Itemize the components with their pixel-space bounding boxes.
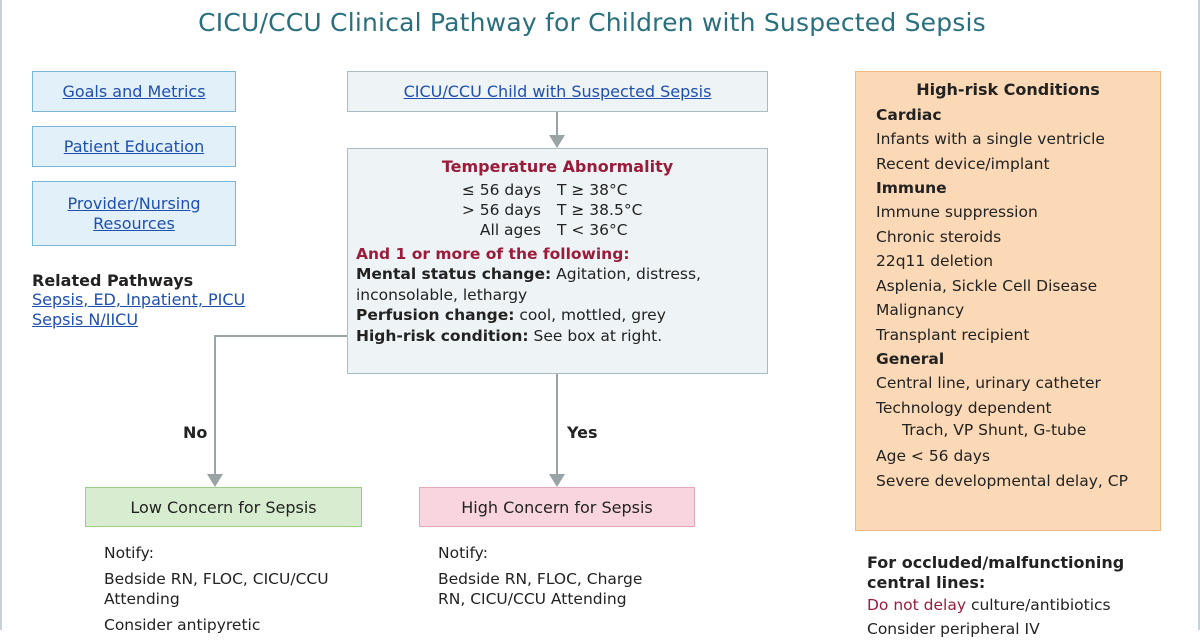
low-notify-line3: Consider antipyretic [104, 615, 261, 634]
and-one-or-more-title: And 1 or more of the following: [356, 245, 630, 263]
condition-item: Technology dependent [876, 398, 1052, 417]
patient-education-box[interactable] [32, 126, 236, 167]
high-risk-criterion [356, 326, 759, 347]
condition-item: Immune suppression [876, 203, 1038, 221]
do-not-delay-text: Do not delay [867, 596, 967, 614]
high-risk-title: High-risk Conditions [916, 80, 1100, 99]
perfusion-label: Perfusion change: [356, 306, 515, 324]
low-notify-line1: Bedside RN, FLOC, CICU/CCU [104, 569, 329, 588]
goals-metrics-box[interactable] [32, 71, 236, 112]
temp-age: > 56 days [461, 201, 541, 219]
condition-item: Central line, urinary catheter [876, 374, 1101, 392]
arrowhead-criteria [549, 135, 565, 148]
temp-row [356, 200, 759, 220]
criteria-box [347, 148, 768, 374]
section-immune: Immune [876, 179, 947, 197]
condition-item: Malignancy [876, 301, 965, 319]
condition-item: Transplant recipient [876, 325, 1030, 344]
temp-age: ≤ 56 days [461, 181, 541, 199]
high-risk-label: High-risk condition: [356, 326, 529, 345]
mental-status-criterion [356, 264, 759, 285]
branch-no-label: No [183, 423, 208, 442]
connector-no-vertical [214, 335, 216, 475]
section-general: General [876, 350, 945, 368]
arrowhead-high [549, 474, 565, 487]
condition-subitem: Trach, VP Shunt, G-tube [902, 421, 1087, 439]
mental-status-label: Mental status change: [356, 265, 552, 283]
high-risk-conditions-box [855, 71, 1161, 531]
page-title: CICU/CCU Clinical Pathway for Children with Suspected Sepsis [198, 8, 986, 37]
high-risk-text: See box at right. [528, 326, 663, 345]
temp-row [356, 180, 759, 200]
arrowhead-low [207, 474, 223, 487]
mental-status-text: Agitation, distress, [551, 265, 701, 283]
goals-metrics-link[interactable]: Goals and Metrics [62, 81, 206, 101]
temp-row [356, 220, 759, 240]
condition-item: 22q11 deletion [876, 252, 994, 270]
section-cardiac: Cardiac [876, 106, 942, 124]
provider-nursing-line1: Provider/Nursing [67, 193, 201, 213]
occluded-heading-line2: central lines: [867, 573, 986, 592]
high-notify-heading: Notify: [438, 544, 488, 562]
condition-item: Chronic steroids [876, 227, 1002, 246]
condition-item: Severe developmental delay, CP [876, 471, 1128, 490]
high-concern-box [419, 487, 695, 527]
mental-status-text-cont: inconsolable, lethargy [356, 285, 528, 304]
high-concern-label: High Concern for Sepsis [461, 497, 653, 517]
provider-nursing-link[interactable] [67, 194, 200, 234]
condition-item: Asplenia, Sickle Cell Disease [876, 276, 1098, 295]
start-box[interactable] [347, 71, 768, 112]
low-concern-label: Low Concern for Sepsis [130, 497, 317, 517]
occluded-lines-note [867, 553, 1167, 641]
perfusion-criterion [356, 305, 759, 326]
provider-nursing-line2: Resources [93, 213, 175, 233]
occluded-line1 [867, 593, 1167, 617]
occluded-heading-line1: For occluded/malfunctioning [867, 553, 1125, 572]
related-pathways-heading: Related Pathways [32, 271, 194, 290]
provider-nursing-box[interactable] [32, 181, 236, 246]
connector-yes-vertical [556, 374, 558, 475]
low-notify-heading: Notify: [104, 544, 154, 562]
start-link[interactable]: CICU/CCU Child with Suspected Sepsis [403, 82, 712, 101]
related-link-sepsis-ed[interactable]: Sepsis, ED, Inpatient, PICU [32, 290, 246, 309]
high-notify-line1: Bedside RN, FLOC, Charge [438, 569, 643, 588]
patient-education-link[interactable]: Patient Education [63, 136, 205, 156]
page-edge-left [0, 0, 2, 630]
branch-yes-label: Yes [567, 423, 598, 442]
high-notify-line2: RN, CICU/CCU Attending [438, 590, 627, 608]
occluded-rest-text: culture/antibiotics [966, 596, 1111, 614]
occluded-line2: Consider peripheral IV [867, 620, 1040, 638]
temp-threshold: T ≥ 38°C [557, 181, 628, 199]
perfusion-text: cool, mottled, grey [514, 306, 666, 324]
condition-item: Infants with a single ventricle [876, 130, 1105, 148]
connector-no-horizontal [215, 335, 347, 337]
low-notify-line2: Attending [104, 590, 180, 608]
related-pathways [32, 271, 292, 330]
related-link-sepsis-niicu[interactable]: Sepsis N/IICU [32, 310, 139, 329]
temp-threshold: T ≥ 38.5°C [557, 201, 643, 219]
condition-item: Recent device/implant [876, 154, 1050, 173]
temperature-abnormality-title: Temperature Abnormality [441, 157, 674, 176]
temp-age: All ages [479, 221, 541, 239]
connector-start-criteria [556, 112, 558, 136]
low-concern-box [85, 487, 362, 527]
high-concern-notify [438, 543, 688, 610]
condition-item: Age < 56 days [876, 447, 991, 465]
low-concern-notify [104, 543, 364, 635]
temp-threshold: T < 36°C [557, 221, 628, 239]
